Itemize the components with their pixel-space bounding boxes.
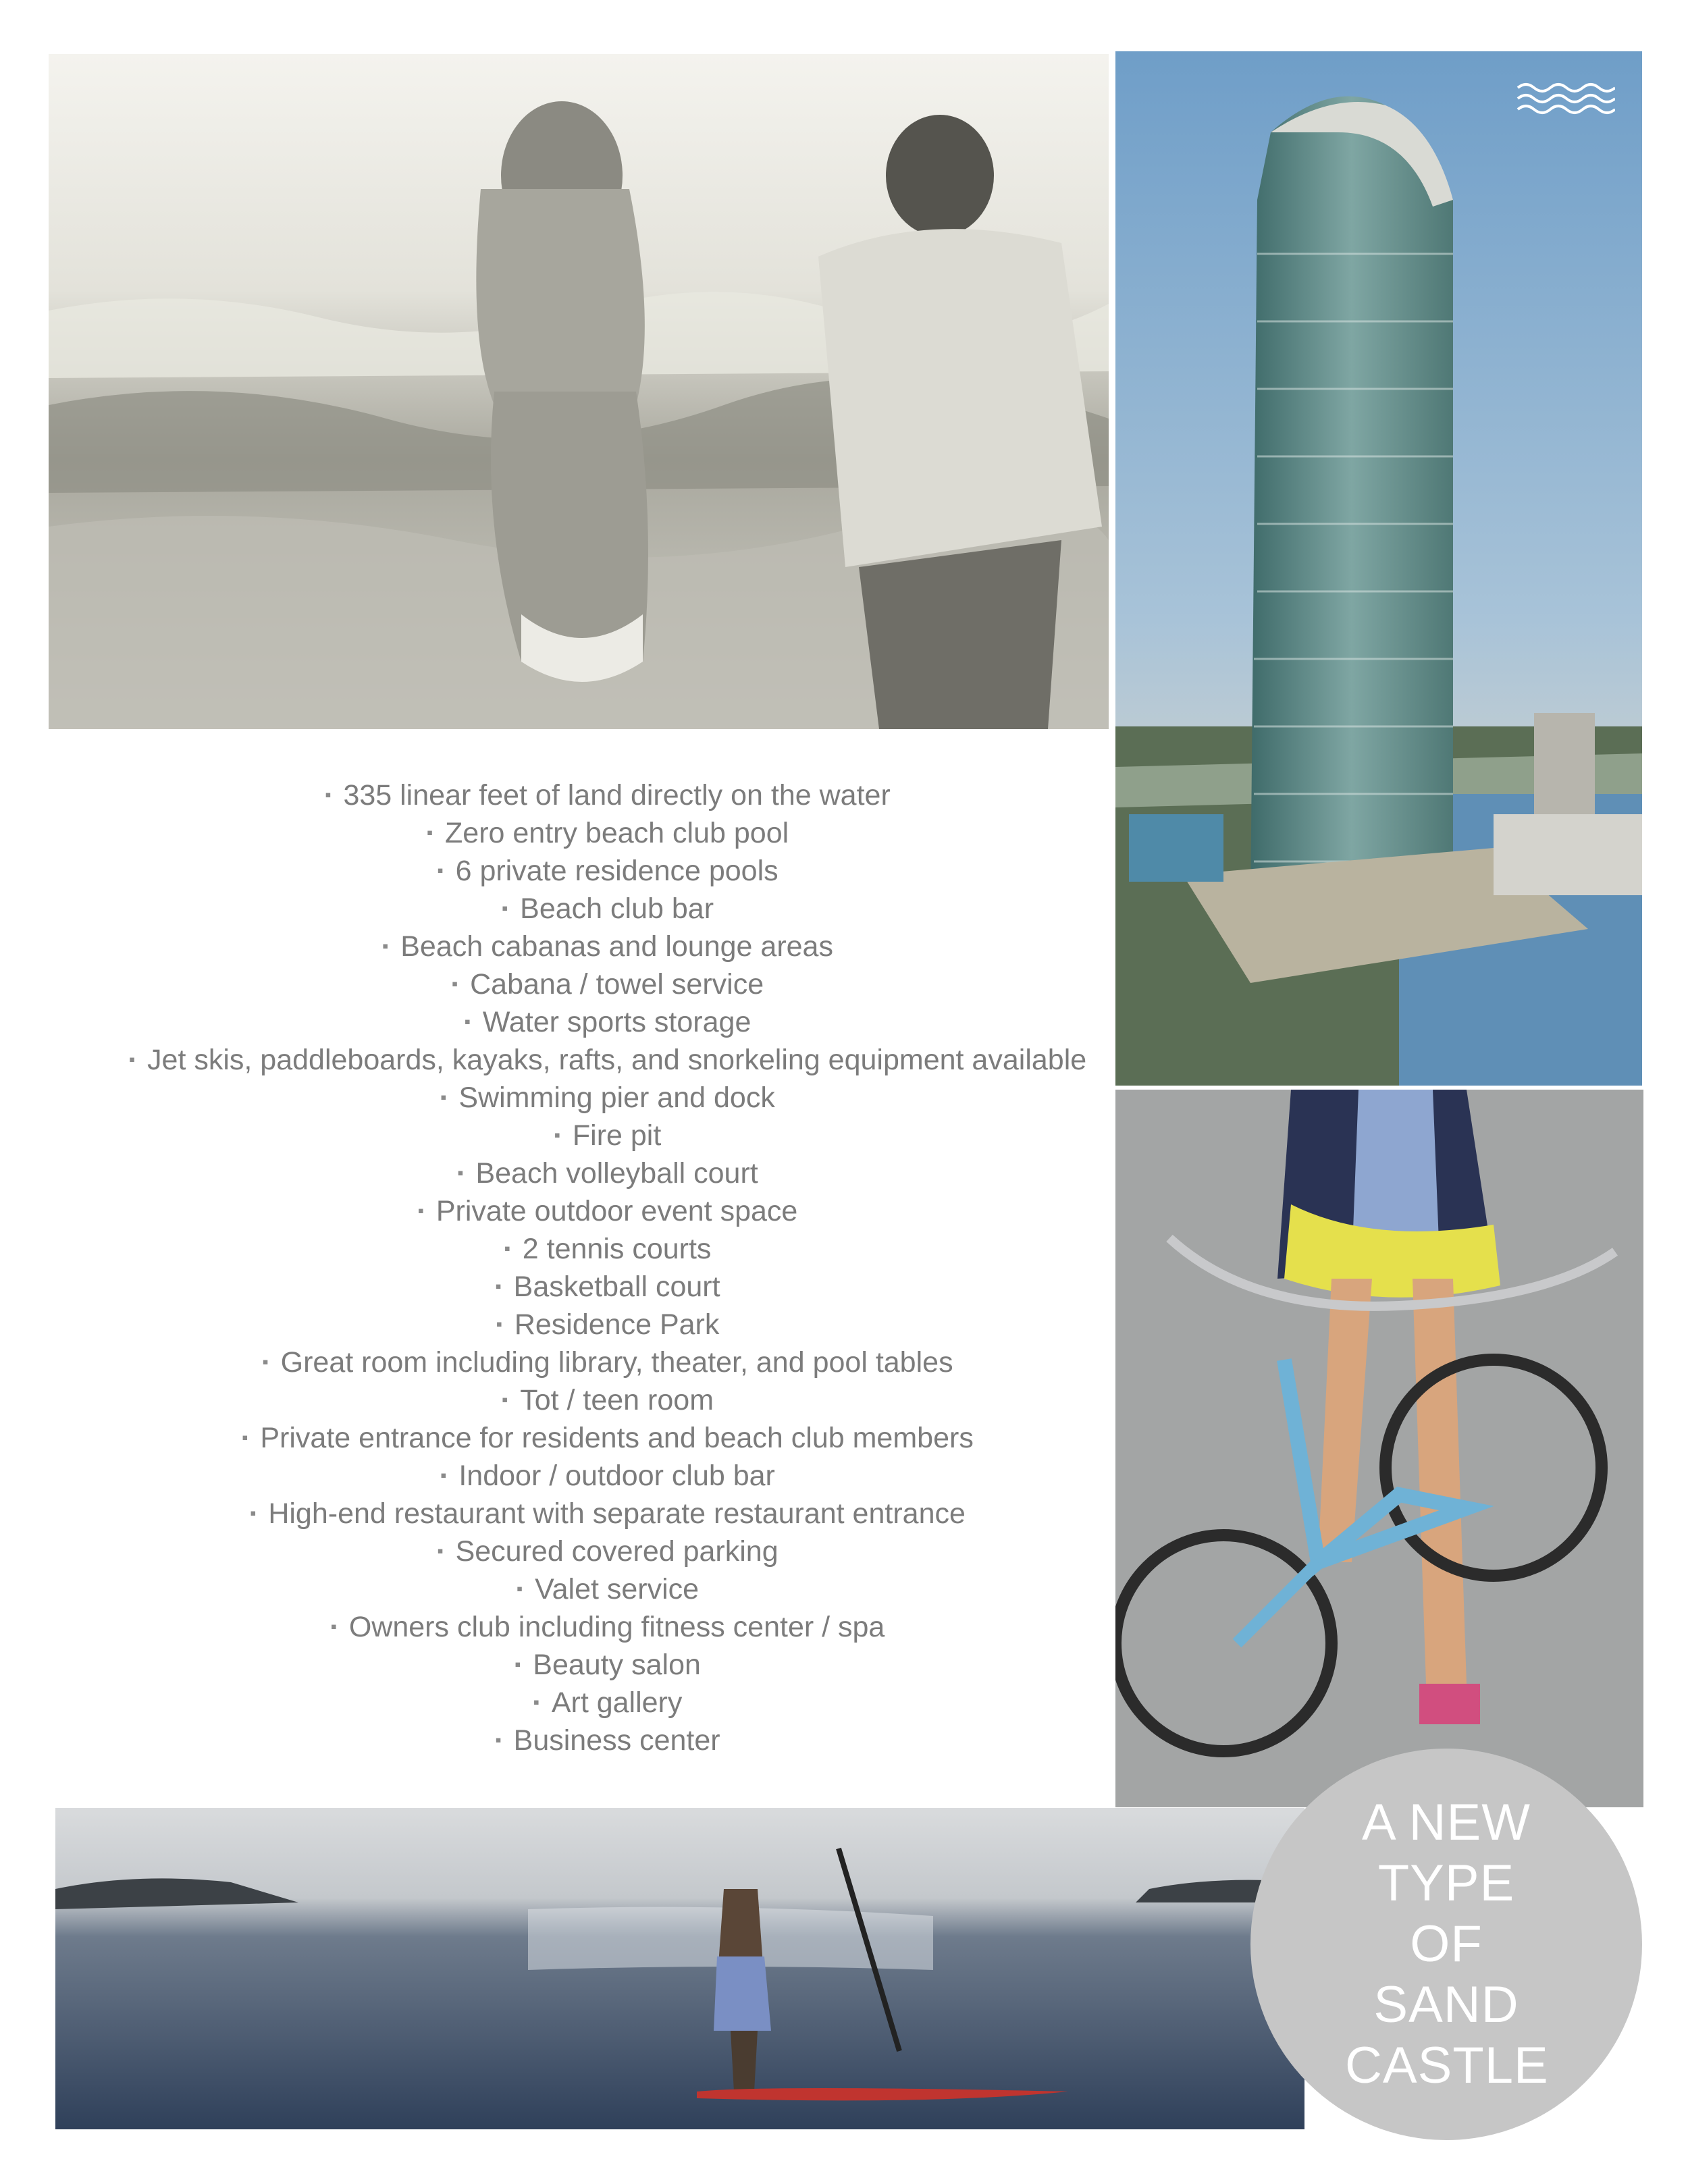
- bicycle-rider-photo: [1115, 1090, 1643, 1807]
- amenity-item: ▪ Beauty salon: [74, 1646, 1141, 1684]
- amenity-item: ▪ Basketball court: [74, 1268, 1141, 1306]
- tagline-badge: [1250, 1749, 1642, 2140]
- amenity-item: ▪ Valet service: [74, 1570, 1141, 1608]
- tower-rendering-photo: [1115, 51, 1642, 1086]
- amenity-item: ▪ Jet skis, paddleboards, kayaks, rafts, and snorkeling equipment available: [74, 1041, 1141, 1079]
- amenity-item: ▪ Water sports storage: [74, 1003, 1141, 1041]
- amenity-item: ▪ Private entrance for residents and beach club members: [74, 1419, 1141, 1457]
- amenity-item: ▪ Residence Park: [74, 1306, 1141, 1343]
- amenity-item: ▪ Indoor / outdoor club bar: [74, 1457, 1141, 1495]
- paddleboarder-photo: [55, 1808, 1304, 2129]
- tagline-text: A NEW TYPE OF SAND CASTLE: [1345, 1794, 1549, 2094]
- amenity-item: ▪ Cabana / towel service: [74, 965, 1141, 1003]
- amenity-item: ▪ Owners club including fitness center / spa: [74, 1608, 1141, 1646]
- amenity-item: ▪ Zero entry beach club pool: [74, 814, 1141, 852]
- amenity-item: ▪ Private outdoor event space: [74, 1192, 1141, 1230]
- amenity-item: ▪ Fire pit: [74, 1117, 1141, 1154]
- amenity-item: ▪ Tot / teen room: [74, 1381, 1141, 1419]
- amenity-item: ▪ Beach cabanas and lounge areas: [74, 928, 1141, 965]
- amenity-item: ▪ Great room including library, theater, and pool tables: [74, 1343, 1141, 1381]
- wave-logo-icon: [1515, 78, 1615, 115]
- amenity-item: ▪ Secured covered parking: [74, 1533, 1141, 1570]
- amenity-item: ▪ High-end restaurant with separate restaurant entrance: [74, 1495, 1141, 1533]
- amenity-item: ▪ 6 private residence pools: [74, 852, 1141, 890]
- beach-couple-photo: [49, 54, 1109, 729]
- amenities-list: [74, 776, 1141, 1759]
- amenity-item: ▪ Beach volleyball court: [74, 1154, 1141, 1192]
- amenity-item: ▪ Swimming pier and dock: [74, 1079, 1141, 1117]
- amenity-item: ▪ 335 linear feet of land directly on the water: [74, 776, 1141, 814]
- amenity-item: ▪ Art gallery: [74, 1684, 1141, 1722]
- amenity-item: ▪ Business center: [74, 1722, 1141, 1759]
- amenity-item: ▪ 2 tennis courts: [74, 1230, 1141, 1268]
- amenity-item: ▪ Beach club bar: [74, 890, 1141, 928]
